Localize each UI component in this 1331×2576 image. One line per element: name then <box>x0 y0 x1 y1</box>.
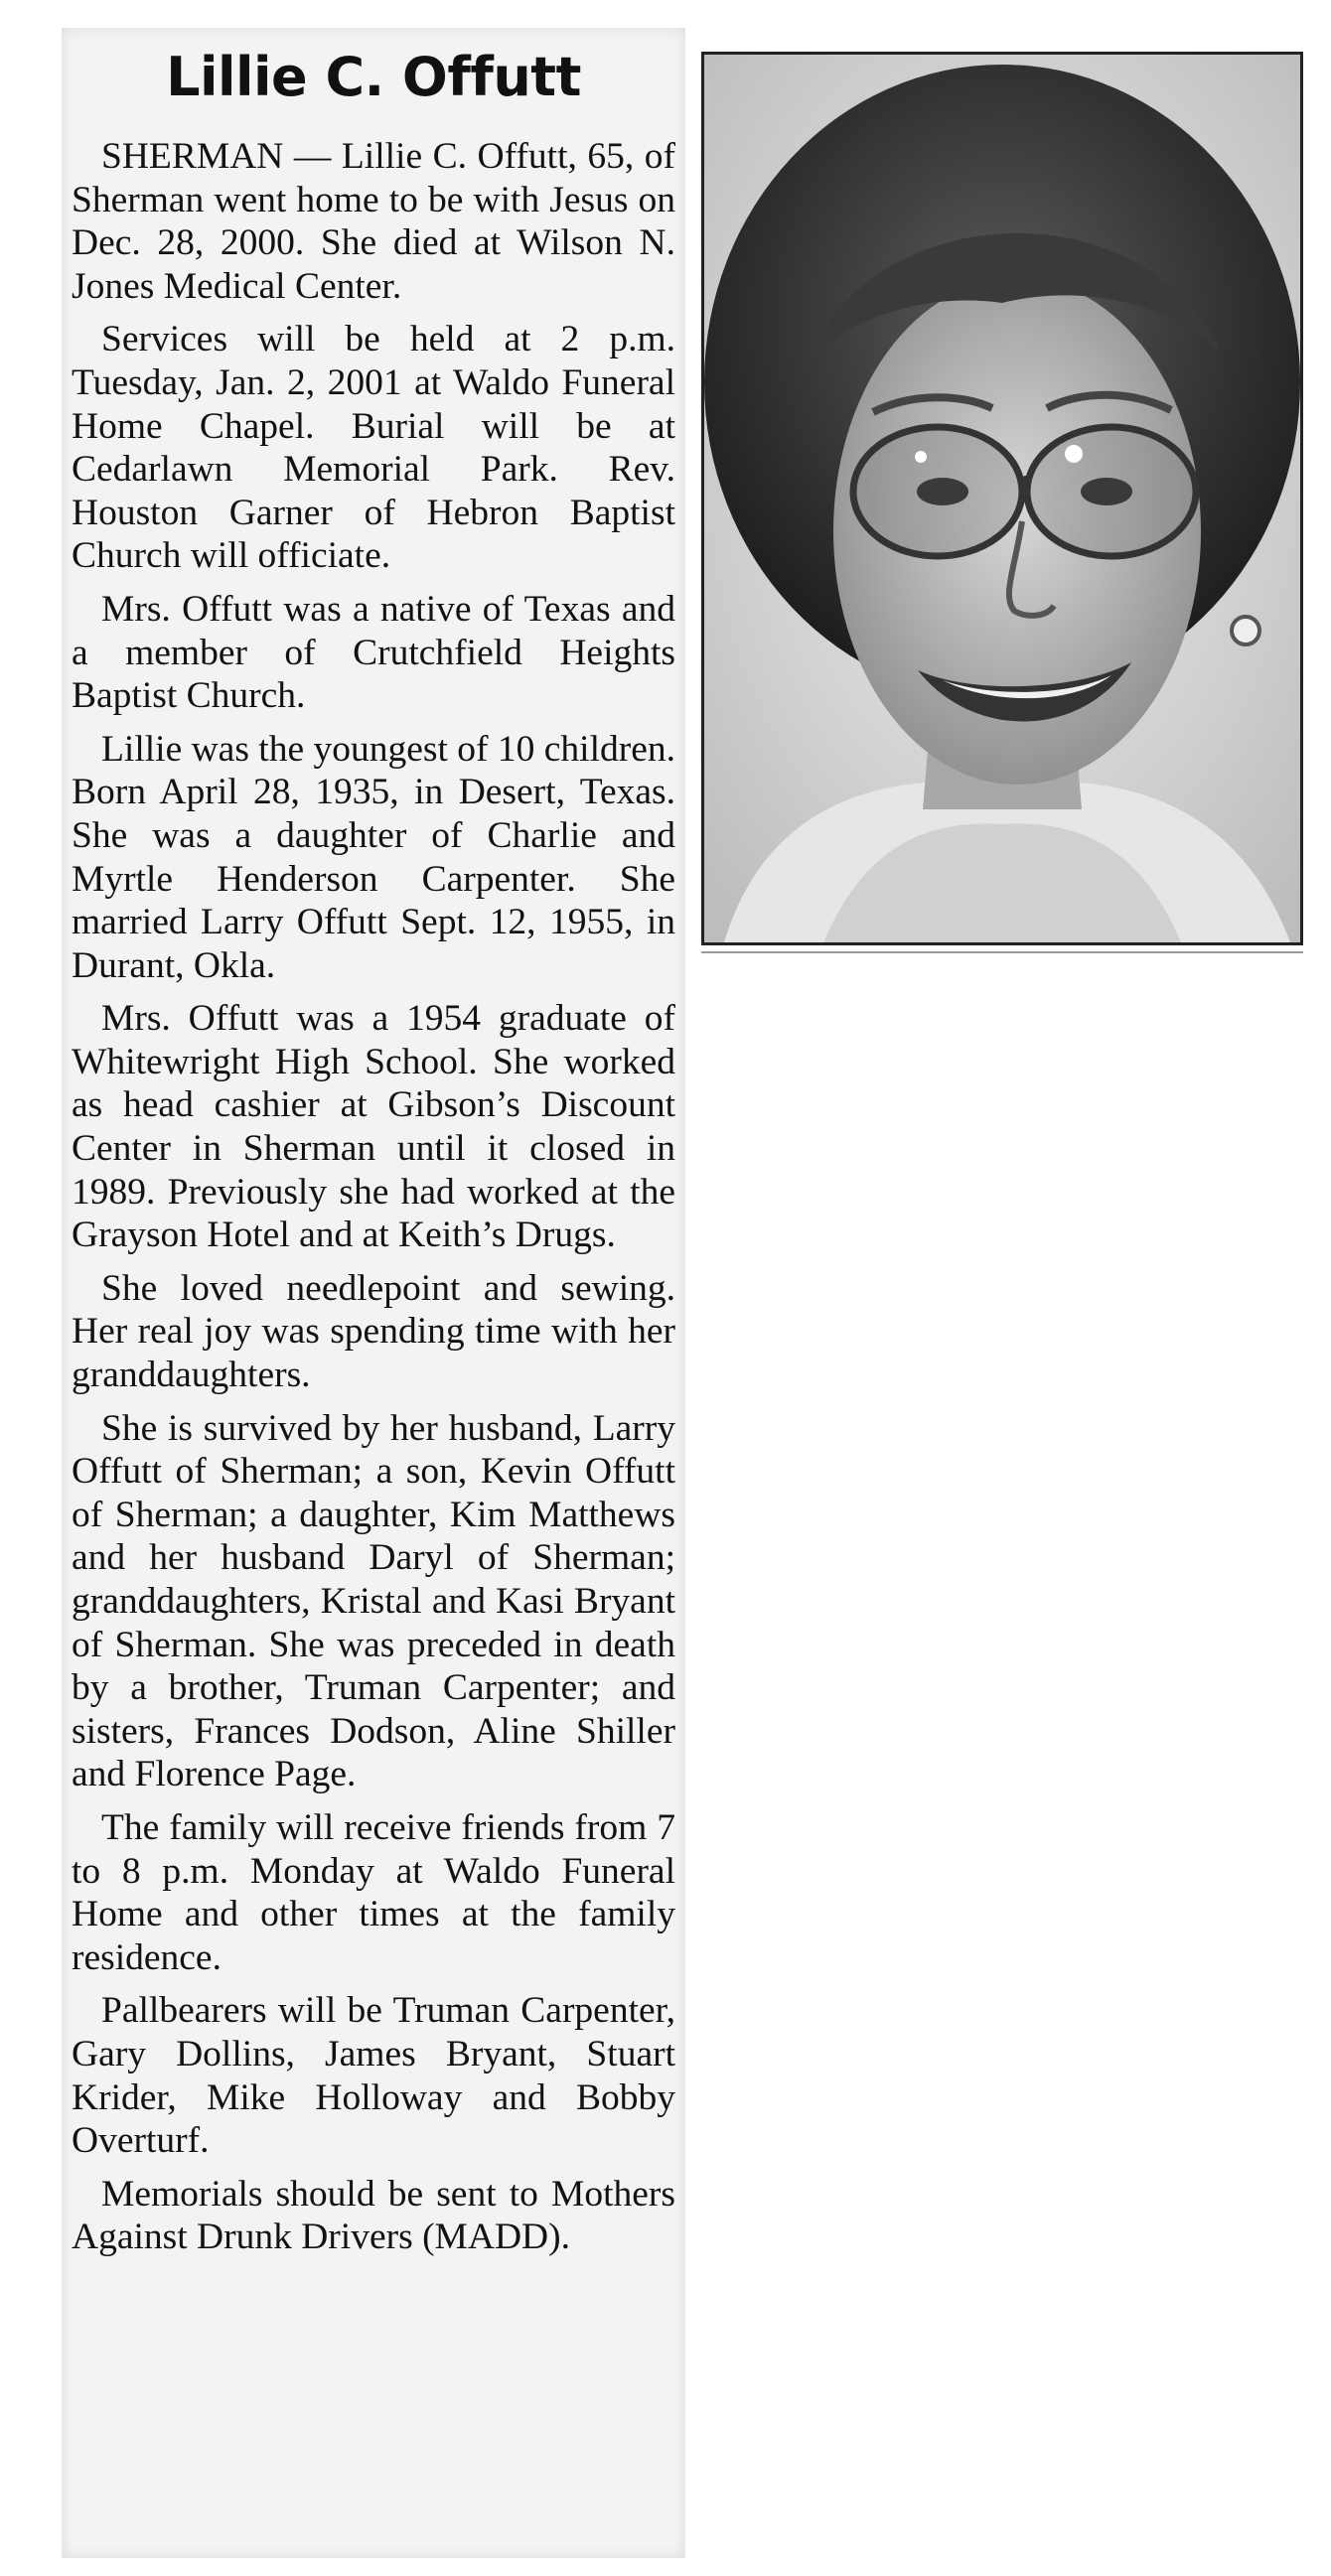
obituary-paragraph: Mrs. Offutt was a native of Texas and a member of Crutchfield Heights Baptist Church. <box>72 588 675 717</box>
obituary-paragraph: Services will be held at 2 p.m. Tuesday, Jan. 2, 2001 at Waldo Funeral Home Chapel. Burial will be at Cedarlawn Memorial Park. Rev. Houston Garner of Hebron Baptist Church will officiate. <box>72 319 675 577</box>
obituary-paragraph: She is survived by her husband, Larry Offutt of Sherman; a son, Kevin Offutt of Sherman; a daughter, Kim Matthews and her husband Daryl of Sherman; granddaughters, Kristal and Kasi Bryant of Sherman. She was preceded in death by a brother, Truman Carpenter; and sisters, Frances Dodson, Aline Shiller and Florence Page. <box>72 1407 675 1795</box>
portrait-photo-icon <box>704 55 1300 942</box>
obituary-paragraph: Lillie was the youngest of 10 children. Born April 28, 1935, in Desert, Texas. She was a daughter of Charlie and Myrtle Henderson Carpenter. She married Larry Offutt Sept. 12, 1955, in Durant, Okla. <box>72 728 675 986</box>
obituary-paragraph: SHERMAN — Lillie C. Offutt, 65, of Sherman went home to be with Jesus on Dec. 28, 2000. She died at Wilson N. Jones Medical Center. <box>72 136 675 307</box>
obituary-paragraph: Memorials should be sent to Mothers Against Drunk Drivers (MADD). <box>72 2173 675 2258</box>
obituary-paragraph: Pallbearers will be Truman Carpenter, Gary Dollins, James Bryant, Stuart Krider, Mike Holloway and Bobby Overturf. <box>72 1990 675 2162</box>
obituary-clipping <box>62 28 685 2558</box>
obituary-paragraph: The family will receive friends from 7 to 8 p.m. Monday at Waldo Funeral Home and other times at the family residence. <box>72 1806 675 1978</box>
photo-bottom-rule <box>701 951 1303 953</box>
obituary-paragraph: Mrs. Offutt was a 1954 graduate of Whitewright High School. She worked as head cashier at Gibson’s Discount Center in Sherman until it closed in 1989. Previously she had worked at the Grayson Hotel and at Keith’s Drugs. <box>72 998 675 1256</box>
obituary-title: Lillie C. Offutt <box>166 46 581 108</box>
obituary-paragraph: She loved needlepoint and sewing. Her real joy was spending time with her granddaughters. <box>72 1267 675 1396</box>
portrait-photo <box>701 52 1303 945</box>
obituary-body <box>72 135 675 2269</box>
